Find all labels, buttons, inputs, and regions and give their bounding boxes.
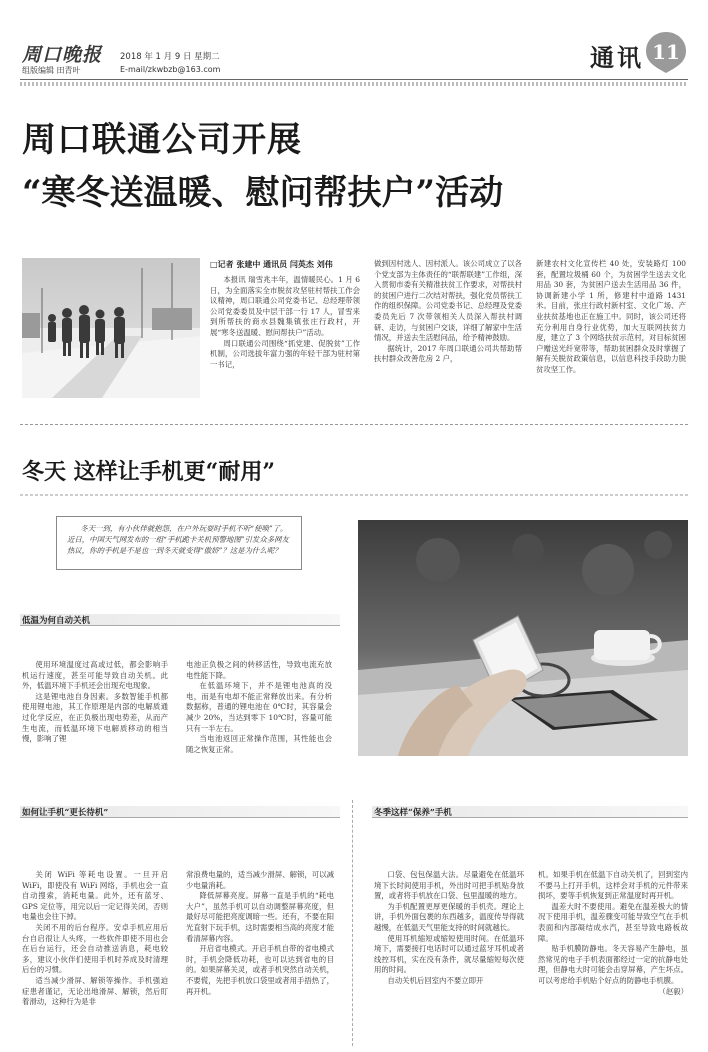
header-dotted-rule [20,82,688,86]
article-divider [20,424,688,425]
column-divider [352,800,353,1046]
sec3-col2-p2: 温差大时不要使用。避免在温差极大的情况下使用手机，温差骤变可能导致空气在手机表面和内部凝结成水汽，甚至导致电路板故障。 [538,901,688,943]
sec2-col1 [22,870,168,1008]
article2-signature: （赵毅） [658,986,688,996]
sec3-col2 [538,870,688,997]
sec2-col2-p1: 常浪费电量的，适当减少滑屏、解锁，可以减少电量消耗。 [186,870,334,890]
sec2-col2 [186,870,334,997]
header-rule [20,79,688,80]
article1-col1-p1: 本报讯 瑞雪兆丰年，温情暖民心。1 月 6 日，为全面落实全市脱贫攻坚驻村帮扶工作会议精神，周口联通公司党委书记、总经理带领公司党委委员及中层干部一行 17 人，冒雪来到所帮扶的商水县魏集镇张庄行政村，开展“寒冬送温暖、慰问帮扶户”活动。 [210,275,360,337]
article1-col2 [374,259,522,365]
snow-visit-photo [22,258,200,398]
sec3-col2-p1: 机。如果手机在低温下自动关机了，回到室内不要马上打开手机，这样会对手机的元件带来损坏，要等手机恢复到正常温度时再开机。 [538,870,688,901]
sec3-col1 [374,870,524,987]
sec2-col1-p1: 关闭 WiFi 等耗电设置。一旦开启 WiFi，即使没有 WiFi 网络，手机也会一直自动搜索，消耗电量。此外，还有蓝牙、GPS 定位等，用完以后一定记得关闭，否则电量也会往下掉。 [22,870,168,922]
sec3-col1-p4: 自动关机后回室内不要立即开 [387,975,484,985]
page-number: 11 [652,40,680,64]
phone-on-table-photo [358,520,688,756]
sec2-col2-p2: 降低屏幕亮度。屏幕一直是手机的“耗电大户”，虽然手机可以自动调整屏幕亮度，但最好尽可能把亮度调暗一些。还有，不要在阳光直射下玩手机，这时需要相当高的亮度才能看清屏幕内容。 [186,891,334,943]
sec1-col1-p2: 这是锂电池自身因素。多数智能手机都使用锂电池，其工作原理是内部的电解质通过化学反应，在正负极出现电势差，从而产生电流，而低温环境下电解质移动的相当慢，影响了锂 [22,691,168,744]
article2-lead-box: 冬天一到，有小伙伴就抱怨，在户外玩耍时手机不听“使唤”了。近日，中国天气网发布的一组“手机跪卡关机预警地图”引发众多网友热议，你的手机是不是也一到冬天就变得“傲娇”？这是为什么呢？ [56,516,302,570]
sec1-col2-p1: 电池正负极之间的转移活性，导致电流充放电性能下降。 [186,660,332,680]
article1-title-line1: 周口联通公司开展 [22,120,302,160]
article2-title: 冬天 这样让手机更“耐用” [22,459,275,485]
article1-col2-p1: 做到因村选人、因村派人。该公司成立了以各个党支部为主体责任的“联帮联建”工作组，深入贯彻市委有关精准扶贫工作要求，对帮扶村的贫困户进行二次结对帮扶，强化党员帮扶工作的组织保障。公司党委书记、总经理及党委委员先后 7 次带领相关人员深入帮扶村调研、走访，与贫困户交谈，详细了解家中生活情况，并送去生活慰问品，给予精神鼓励。 [374,259,522,343]
sec2-col1-p3: 适当减少滑屏、解锁等操作。手机强迫症患者谨记，无论出地滑屏、解锁，然后盯着滑动，这种行为是非 [22,975,168,1007]
sec2-col2-p3: 开启省电模式。开启手机自带的省电模式时，手机会降低功耗，也可以达到省电的目的。如果屏幕关灵，或者手机突然自动关机，不要慌，先把手机放口袋里或者用手捂热了，再开机。 [186,944,334,996]
sec3-col1-p1: 口袋、包包保温大法。尽量避免在低温环境下长时间使用手机，外出时可把手机贴身放置，或者将手机放在口袋、包里温暖的地方。 [374,870,524,901]
sec3-heading: 冬季这样“保养”手机 [372,806,688,818]
sec1-col2-p3: 当电池返回正常操作范围，其性能也会随之恢复正常。 [186,734,332,754]
sec3-col1-p2: 为手机配置更厚更保暖的手机壳。理论上讲，手机外面包裹的东西越多，温度传导得就越慢，在低温天气里能支持的时间就越长。 [374,901,524,932]
article1-col1-p2: 周口联通公司围绕“抓党建、促脱贫”工作机制，公司选拔年富力强的年轻干部为驻村第一书记， [210,338,360,369]
page-editor: 组版编辑 田青叶 [22,66,81,75]
article1-col1 [210,275,360,370]
article1-col3 [536,259,686,376]
section-title: 通讯 [590,43,644,72]
newspaper-logo: 周口晚报 [22,44,103,66]
article1-byline: □记者 张建中 通讯员 闫英杰 刘伟 [210,259,333,269]
sec1-col1-p1: 使用环境温度过高或过低，都会影响手机运行速度，甚至可能导致自动关机。此外，低温环境下手机还会出现充电现象。 [22,660,168,691]
sec2-heading: 如何让手机“更长待机” [20,806,340,818]
sec3-col2-p3: 贴手机膜防静电。冬天容易产生静电，虽然常见的电子手机表面都经过一定的抗静电处理，但静电大时可能会击穿屏幕，产生坏点。可以考虑给手机贴个好点的防静电手机膜。 [538,944,688,985]
sec3-col1-p3: 使用耳机缩短或缩短使用时间。在低温环境下，需要接打电话时可以通过蓝牙耳机或者线控耳机，实在没有条件，就尽量缩短每次使用的时间。 [374,933,524,975]
sec1-col2-p2: 在低温环境下，并不是锂电池真的没电，而是有电却不能正常释放出来。有分析数据称，普通的锂电池在 0℃时，其容量会减少 20%，当达到零下 10℃时，容量可能只有一半左右。 [186,681,332,733]
article2-title-rule [20,494,688,496]
sec1-heading: 低温为何自动关机 [20,614,340,626]
sec1-col1 [22,660,168,745]
editor-email: E-mail/zkwbzb@163.com [120,65,221,74]
article1-col3-p1: 新建农村文化宣传栏 40 处，安装路灯 100 套，配置垃圾桶 60 个，为贫困学生送去文化用品 30 套，为贫困户送去生活用品 36 件，协调新建小学 1 所，修建村中道路 1431 米。目前，张庄行政村新村室、文化广场、产业扶贫基地也正在施工中。同时，该公司还将充分利用自身行业优势，加大互联网扶贫力度，建立了 3 个网络扶贫示范村，对目标贫困户赠送光纤宽带等，帮助贫困群众及时掌握了解有关脱贫政策信息，以信息科技手段助力脱贫攻坚工作。 [536,259,686,374]
article1-title-line2: “寒冬送温暖、慰问帮扶户”活动 [22,173,504,213]
sec2-col1-p2: 关闭不用的后台程序。安卓手机应用后台自启很让人头疼，一些软件即使不用也会在后台运行，还会自动推送消息，耗电较多，建议小伙伴们使用手机时养成及时清理后台的习惯。 [22,922,168,975]
sec1-col2 [186,660,332,755]
issue-date: 2018 年 1 月 9 日 星期二 [120,52,220,62]
page-number-badge [644,30,688,74]
article1-col2-p2: 据统计，2017 年周口联通公司共帮助帮扶村群众改善危房 2 户， [374,343,522,364]
